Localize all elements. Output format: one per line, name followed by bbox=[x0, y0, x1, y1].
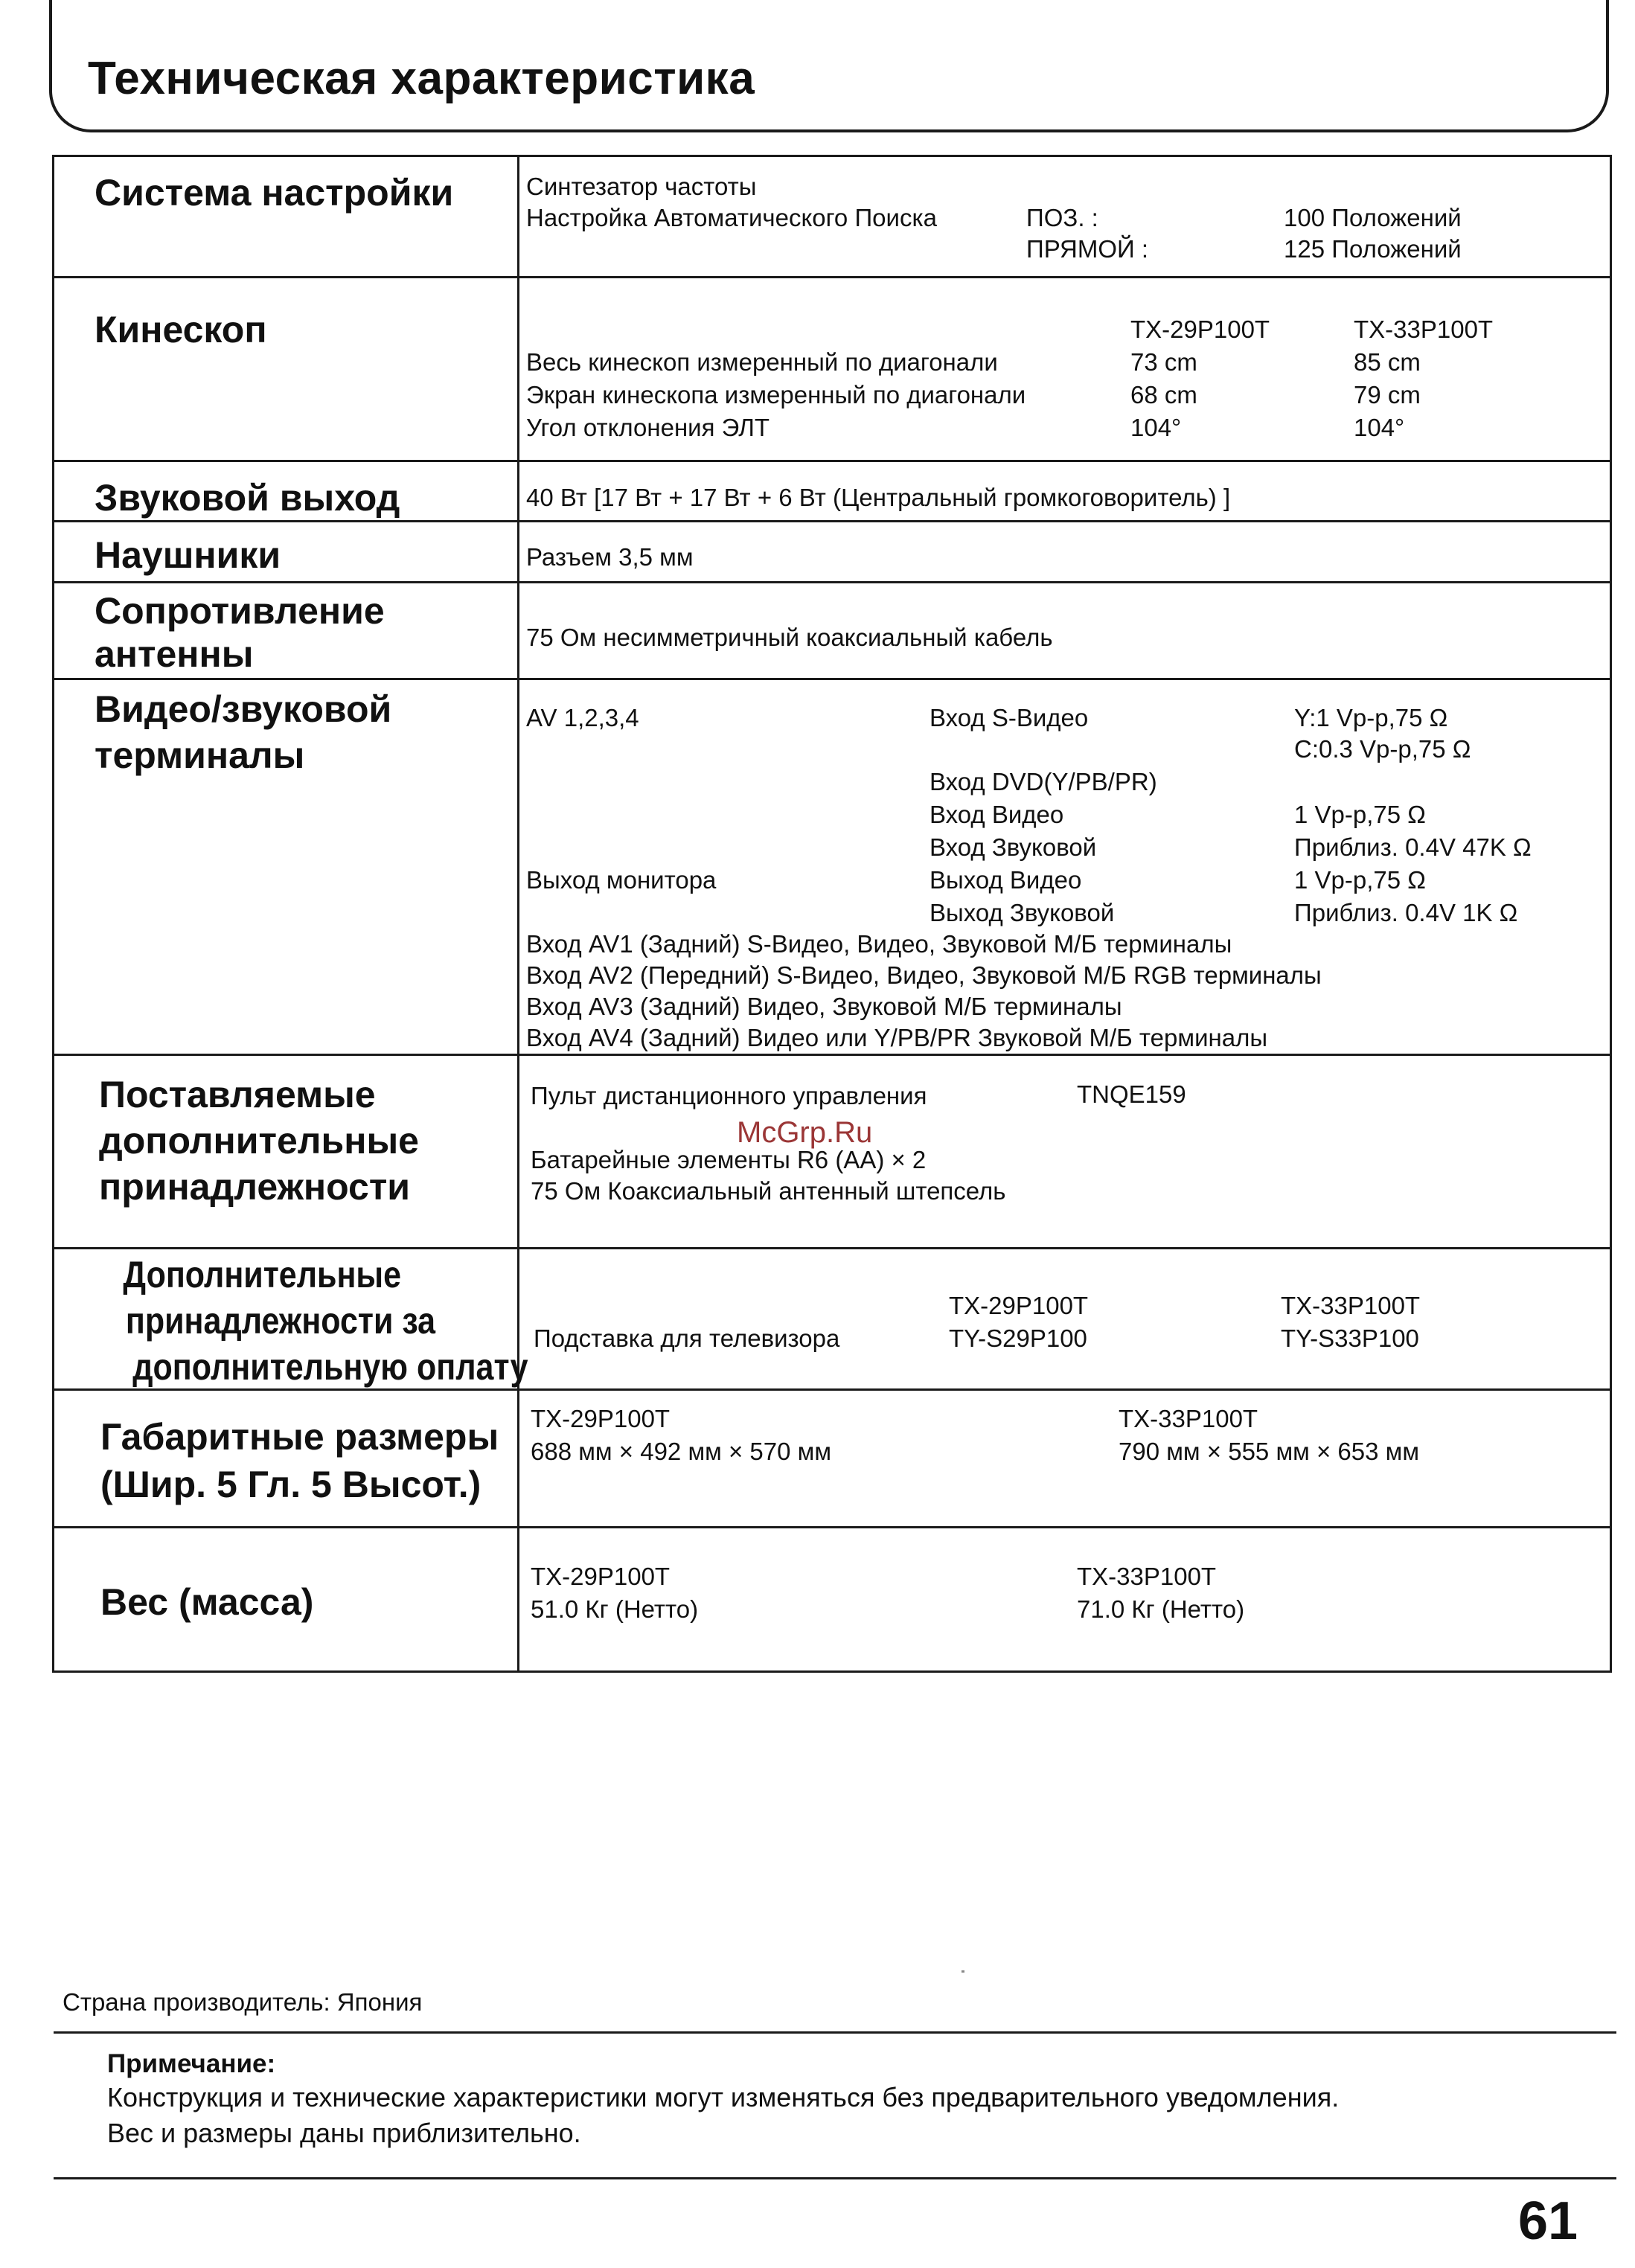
terminals-video-out: Выход Видео bbox=[930, 866, 1082, 894]
antenna-value: 75 Ом несимметричный коаксиальный кабель bbox=[526, 624, 1053, 651]
terminals-s-video: Вход S-Видео bbox=[930, 704, 1089, 731]
scan-speck bbox=[962, 1970, 964, 1973]
dimensions-size-b: 790 мм × 555 мм × 653 мм bbox=[1119, 1438, 1420, 1465]
accessories-remote: Пульт дистанционного управления bbox=[531, 1082, 927, 1109]
row-label-optional-3: дополнительную оплату bbox=[132, 1346, 528, 1388]
terminals-video-in: Вход Видео bbox=[930, 801, 1064, 828]
weight-model-a: TX-29P100T bbox=[531, 1563, 671, 1590]
row-label-optional-1: Дополнительные bbox=[123, 1254, 402, 1295]
terminals-av-line: Вход AV1 (Задний) S-Видео, Видео, Звуковой М/Б терминалы bbox=[526, 930, 1232, 958]
row-label-antenna-1: Сопротивление bbox=[95, 590, 385, 632]
row-divider bbox=[54, 678, 1610, 680]
tube-line-a: 73 cm bbox=[1130, 348, 1197, 376]
weight-value-a: 51.0 Кг (Нетто) bbox=[531, 1595, 699, 1623]
tuning-poz-value: 100 Положений bbox=[1284, 204, 1462, 231]
row-divider bbox=[54, 581, 1610, 583]
row-label-accessories-2: дополнительные bbox=[99, 1120, 419, 1162]
country-of-origin: Страна производитель: Япония bbox=[63, 1988, 423, 2016]
page-number: 61 bbox=[1518, 2191, 1578, 2251]
tube-model-b: TX-33P100T bbox=[1354, 315, 1494, 343]
terminals-dvd: Вход DVD(Y/PB/PR) bbox=[930, 768, 1157, 795]
row-label-dimensions-1: Габаритные размеры bbox=[100, 1416, 499, 1458]
sound-value: 40 Вт [17 Вт + 17 Вт + 6 Вт (Центральный громкоговоритель) ] bbox=[526, 484, 1231, 511]
row-divider bbox=[54, 460, 1610, 462]
tube-line-b: 85 cm bbox=[1354, 348, 1421, 376]
tuning-direct: ПРЯМОЙ : bbox=[1026, 235, 1149, 263]
accessories-batteries: Батарейные элементы R6 (AA) × 2 bbox=[531, 1146, 927, 1173]
tube-model-a: TX-29P100T bbox=[1130, 315, 1270, 343]
tube-line-a: 104° bbox=[1130, 414, 1182, 441]
tube-line-b: 79 cm bbox=[1354, 381, 1421, 409]
tube-line-name: Весь кинескоп измеренный по диагонали bbox=[526, 348, 998, 376]
optional-stand-b: TY-S33P100 bbox=[1281, 1324, 1419, 1352]
terminals-av-line: Вход AV4 (Задний) Видео или Y/PB/PR Звуковой М/Б терминалы bbox=[526, 1024, 1268, 1051]
terminals-audio-in-value: Приблиз. 0.4V 47K Ω bbox=[1294, 833, 1532, 861]
optional-model-a: TX-29P100T bbox=[949, 1292, 1089, 1319]
tube-line-a: 68 cm bbox=[1130, 381, 1197, 409]
terminals-av: AV 1,2,3,4 bbox=[526, 704, 639, 731]
tuning-direct-value: 125 Положений bbox=[1284, 235, 1462, 263]
spec-table bbox=[52, 155, 1612, 1673]
tuning-synth: Синтезатор частоты bbox=[526, 173, 757, 200]
optional-stand-a: TY-S29P100 bbox=[949, 1324, 1087, 1352]
row-label-dimensions-2: (Шир. 5 Гл. 5 Высот.) bbox=[100, 1464, 481, 1505]
tube-line-b: 104° bbox=[1354, 414, 1405, 441]
row-label-tuning: Система настройки bbox=[95, 172, 454, 214]
row-label-antenna-2: антенны bbox=[95, 633, 254, 675]
note-line-2: Вес и размеры даны приблизительно. bbox=[107, 2118, 581, 2148]
accessories-plug: 75 Ом Коаксиальный антенный штепсель bbox=[531, 1177, 1006, 1205]
dimensions-size-a: 688 мм × 492 мм × 570 мм bbox=[531, 1438, 832, 1465]
optional-stand: Подставка для телевизора bbox=[534, 1324, 840, 1352]
row-label-terminals-2: терминалы bbox=[95, 734, 305, 776]
terminals-video-out-value: 1 Vp-p,75 Ω bbox=[1294, 866, 1426, 894]
terminals-audio-in: Вход Звуковой bbox=[930, 833, 1097, 861]
watermark: McGrp.Ru bbox=[737, 1116, 873, 1149]
terminals-video-in-value: 1 Vp-p,75 Ω bbox=[1294, 801, 1426, 828]
row-label-terminals-1: Видео/звуковой bbox=[95, 688, 392, 730]
row-label-accessories-1: Поставляемые bbox=[99, 1074, 376, 1115]
weight-model-b: TX-33P100T bbox=[1077, 1563, 1217, 1590]
tube-line-name: Угол отклонения ЭЛТ bbox=[526, 414, 770, 441]
row-label-accessories-3: принадлежности bbox=[99, 1166, 411, 1208]
row-label-optional-2: принадлежности за bbox=[125, 1300, 436, 1342]
footer-divider bbox=[54, 2031, 1616, 2034]
footer-divider bbox=[54, 2177, 1616, 2179]
accessories-remote-model: TNQE159 bbox=[1077, 1080, 1186, 1108]
column-divider bbox=[517, 157, 519, 1670]
terminals-av-line: Вход AV3 (Задний) Видео, Звуковой М/Б терминалы bbox=[526, 993, 1122, 1020]
page-title: Техническая характеристика bbox=[88, 53, 755, 104]
terminals-audio-out: Выход Звуковой bbox=[930, 899, 1115, 926]
row-label-weight: Вес (масса) bbox=[100, 1581, 314, 1623]
dimensions-model-a: TX-29P100T bbox=[531, 1405, 671, 1432]
terminals-av-line: Вход AV2 (Передний) S-Видео, Видео, Звуковой М/Б RGB терминалы bbox=[526, 961, 1322, 989]
terminals-s-video-c: C:0.3 Vp-p,75 Ω bbox=[1294, 735, 1471, 763]
terminals-monitor-out: Выход монитора bbox=[526, 866, 717, 894]
terminals-s-video-y: Y:1 Vp-p,75 Ω bbox=[1294, 704, 1448, 731]
note-line-1: Конструкция и технические характеристики могут изменяться без предварительного уведомления. bbox=[107, 2082, 1340, 2112]
row-label-tube: Кинескоп bbox=[95, 309, 267, 350]
row-divider bbox=[54, 276, 1610, 278]
row-divider bbox=[54, 1247, 1610, 1249]
row-divider bbox=[54, 1054, 1610, 1056]
tuning-auto: Настройка Автоматического Поиска bbox=[526, 204, 937, 231]
row-label-headphones: Наушники bbox=[95, 534, 281, 576]
headphones-value: Разъем 3,5 мм bbox=[526, 543, 694, 571]
tube-line-name: Экран кинескопа измеренный по диагонали bbox=[526, 381, 1026, 409]
row-divider bbox=[54, 1526, 1610, 1528]
dimensions-model-b: TX-33P100T bbox=[1119, 1405, 1258, 1432]
row-label-sound: Звуковой выход bbox=[95, 477, 400, 519]
note-title: Примечание: bbox=[107, 2049, 276, 2078]
optional-model-b: TX-33P100T bbox=[1281, 1292, 1421, 1319]
tuning-poz: ПОЗ. : bbox=[1026, 204, 1098, 231]
terminals-audio-out-value: Приблиз. 0.4V 1K Ω bbox=[1294, 899, 1518, 926]
weight-value-b: 71.0 Кг (Нетто) bbox=[1077, 1595, 1245, 1623]
